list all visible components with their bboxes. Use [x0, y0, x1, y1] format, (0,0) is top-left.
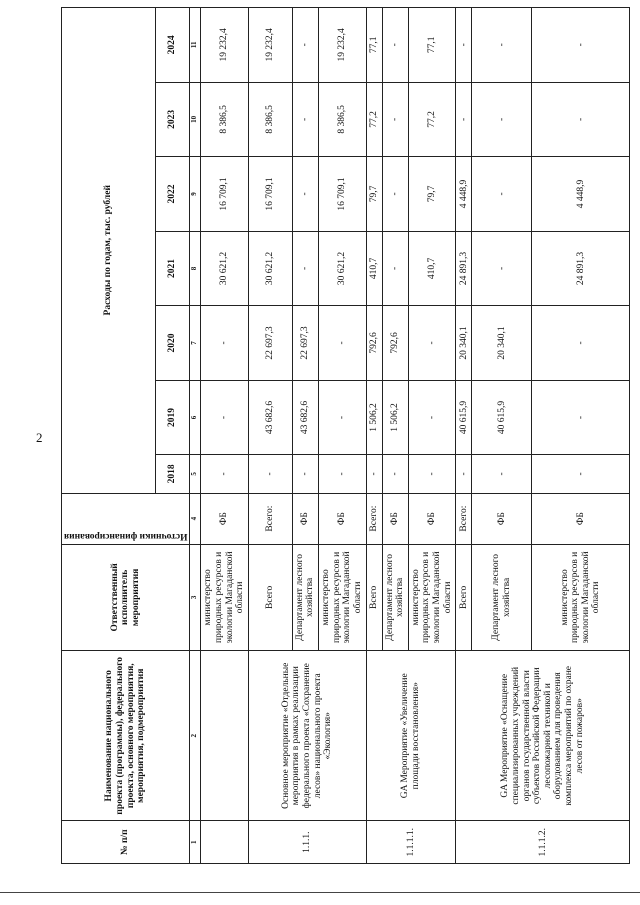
- row-value: 30 621,2: [201, 231, 249, 306]
- row-value: -: [382, 82, 408, 157]
- col-number: 3: [190, 544, 201, 650]
- row-value: 1 506,2: [366, 380, 382, 455]
- col-number: 7: [190, 306, 201, 381]
- row-value: 16 709,1: [248, 157, 292, 232]
- row-value: -: [382, 157, 408, 232]
- header-source-text: Источники финансирования: [64, 530, 188, 541]
- row-value: 20 340,1: [456, 306, 472, 381]
- header-year: 2020: [156, 306, 190, 381]
- col-number: 5: [190, 455, 201, 493]
- row-value: -: [456, 82, 472, 157]
- row-num: 1.1.1.1.: [366, 821, 456, 864]
- row-value: -: [472, 231, 532, 306]
- header-year: 2023: [156, 82, 190, 157]
- row-value: 24 891,3: [532, 231, 630, 306]
- row-executor: министерство природных ресурсов и экологии Магаданской области: [319, 544, 367, 650]
- row-name: [201, 651, 249, 821]
- page-bottom-rule: [0, 892, 640, 893]
- expenses-table: [61, 7, 630, 864]
- row-value: -: [472, 157, 532, 232]
- row-executor: Всего: [456, 544, 472, 650]
- row-name: Основное мероприятие «Отдельные мероприятия в рамках реализации федерального проекта «Сохранение лесов» национального проекта «Экология»: [248, 651, 366, 821]
- row-value: -: [472, 455, 532, 493]
- header-num: № п/п: [62, 821, 190, 864]
- row-source: ФБ: [382, 493, 408, 544]
- row-value: 77,1: [366, 8, 382, 83]
- row-num: 1.1.1.2.: [456, 821, 630, 864]
- row-source: Всего:: [456, 493, 472, 544]
- row-value: -: [532, 82, 630, 157]
- row-value: 30 621,2: [248, 231, 292, 306]
- col-number: 8: [190, 231, 201, 306]
- row-value: 19 232,4: [319, 8, 367, 83]
- row-executor: Всего: [366, 544, 382, 650]
- row-value: -: [456, 8, 472, 83]
- row-value: 19 232,4: [201, 8, 249, 83]
- table-row: [248, 8, 292, 864]
- row-source: ФБ: [319, 493, 367, 544]
- row-value: 8 386,5: [319, 82, 367, 157]
- row-value: -: [366, 455, 382, 493]
- col-number: 9: [190, 157, 201, 232]
- row-value: 77,2: [366, 82, 382, 157]
- row-value: 22 697,3: [248, 306, 292, 381]
- row-value: -: [532, 455, 630, 493]
- row-value: 79,7: [408, 157, 456, 232]
- row-executor: Всего: [248, 544, 292, 650]
- table-row: [366, 8, 382, 864]
- col-number: 1: [190, 821, 201, 864]
- row-num: [201, 821, 249, 864]
- row-name: GA Мероприятие «Оснащение специализированных учреждений органов государственной власти субъектов Российской Федерации лесопожарной техникой и оборудованием для проведения комплекса мероприятий по охране лесов от пожаров»: [456, 651, 630, 821]
- row-executor: министерство природных ресурсов и экологии Магаданской области: [201, 544, 249, 650]
- row-value: 79,7: [366, 157, 382, 232]
- row-value: 43 682,6: [292, 380, 318, 455]
- row-source: Всего:: [366, 493, 382, 544]
- row-num: 1.1.1.: [248, 821, 366, 864]
- row-value: -: [532, 306, 630, 381]
- row-source: ФБ: [201, 493, 249, 544]
- row-executor: министерство природных ресурсов и экологии Магаданской области: [408, 544, 456, 650]
- row-value: -: [532, 8, 630, 83]
- row-value: -: [472, 8, 532, 83]
- col-number: 2: [190, 651, 201, 821]
- row-value: 43 682,6: [248, 380, 292, 455]
- row-value: 1 506,2: [382, 380, 408, 455]
- row-value: 410,7: [366, 231, 382, 306]
- row-value: -: [408, 455, 456, 493]
- header-year: 2021: [156, 231, 190, 306]
- row-value: -: [382, 455, 408, 493]
- row-value: -: [382, 231, 408, 306]
- page-number: 2: [36, 430, 43, 445]
- header-name: Наименование национального проекта (программы), федерального проекта, основного мероприятия, мероприятия, подмероприятия: [62, 651, 190, 821]
- row-source: ФБ: [472, 493, 532, 544]
- row-source: ФБ: [532, 493, 630, 544]
- row-executor: министерство природных ресурсов и экологии Магаданской области: [532, 544, 630, 650]
- row-value: 16 709,1: [201, 157, 249, 232]
- row-executor: Департамент лесного хозяйства: [472, 544, 532, 650]
- header-year: 2018: [156, 455, 190, 493]
- row-value: -: [382, 8, 408, 83]
- row-executor: Департамент лесного хозяйства: [382, 544, 408, 650]
- header-executor: Ответственный исполнитель мероприятия: [62, 544, 190, 650]
- row-value: -: [201, 455, 249, 493]
- row-source: Всего:: [248, 493, 292, 544]
- row-value: -: [456, 455, 472, 493]
- row-executor: Департамент лесного хозяйства: [292, 544, 318, 650]
- row-value: 30 621,2: [319, 231, 367, 306]
- row-value: -: [292, 231, 318, 306]
- rotated-table-container: [55, 0, 602, 870]
- header-year: 2019: [156, 380, 190, 455]
- row-value: -: [292, 82, 318, 157]
- row-value: 8 386,5: [248, 82, 292, 157]
- table-row: [201, 8, 249, 864]
- row-value: 40 615,9: [472, 380, 532, 455]
- row-value: -: [292, 8, 318, 83]
- table-viewport: [55, 0, 602, 870]
- row-value: 792,6: [382, 306, 408, 381]
- row-value: -: [319, 455, 367, 493]
- header-expenses: Расходы по годам, тыс. рублей: [62, 8, 156, 494]
- col-number: 6: [190, 380, 201, 455]
- row-value: -: [292, 455, 318, 493]
- col-number: 11: [190, 8, 201, 83]
- row-value: 20 340,1: [472, 306, 532, 381]
- row-value: 4 448,9: [456, 157, 472, 232]
- row-value: -: [532, 380, 630, 455]
- row-value: -: [201, 306, 249, 381]
- row-value: -: [292, 157, 318, 232]
- header-year: 2022: [156, 157, 190, 232]
- row-value: 77,2: [408, 82, 456, 157]
- row-value: 77,1: [408, 8, 456, 83]
- row-value: -: [319, 306, 367, 381]
- row-value: -: [408, 380, 456, 455]
- row-source: ФБ: [292, 493, 318, 544]
- row-value: 24 891,3: [456, 231, 472, 306]
- header-source: [62, 493, 190, 544]
- row-value: -: [319, 380, 367, 455]
- row-value: 4 448,9: [532, 157, 630, 232]
- row-value: 16 709,1: [319, 157, 367, 232]
- row-source: ФБ: [408, 493, 456, 544]
- row-value: -: [472, 82, 532, 157]
- col-number: 10: [190, 82, 201, 157]
- row-value: 410,7: [408, 231, 456, 306]
- row-value: 40 615,9: [456, 380, 472, 455]
- row-value: 19 232,4: [248, 8, 292, 83]
- table-row: [456, 8, 472, 864]
- row-value: -: [248, 455, 292, 493]
- row-value: 8 386,5: [201, 82, 249, 157]
- row-value: 792,6: [366, 306, 382, 381]
- row-value: -: [201, 380, 249, 455]
- row-name: GA Мероприятие «Увеличение площади восстановления»: [366, 651, 456, 821]
- header-year: 2024: [156, 8, 190, 83]
- row-value: 22 697,3: [292, 306, 318, 381]
- row-value: -: [408, 306, 456, 381]
- col-number: 4: [190, 493, 201, 544]
